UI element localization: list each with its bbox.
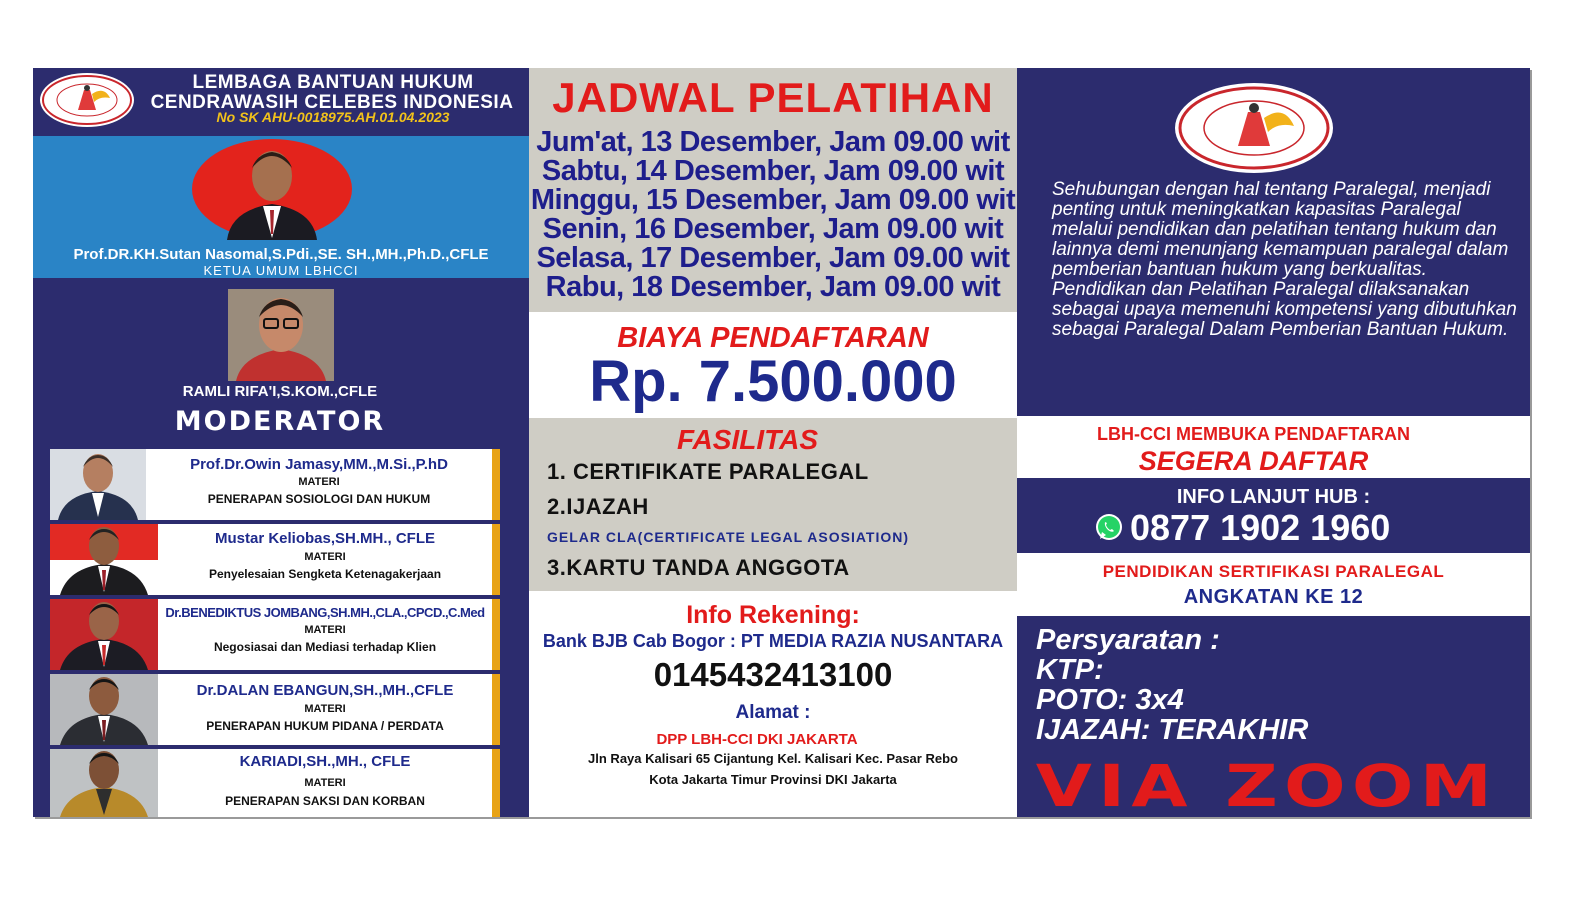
speaker-topic: Negosiasai dan Mediasi terhadap Klien — [213, 640, 437, 654]
address-title: Alamat : — [735, 702, 811, 723]
speaker-topic: PENERAPAN HUKUM PIDANA / PERDATA — [206, 719, 444, 733]
speaker-accent-bar — [492, 449, 500, 520]
facility-item: 3.KARTU TANDA ANGGOTA — [547, 555, 850, 580]
speaker-card — [50, 449, 492, 520]
schedule-item: Rabu, 18 Desember, Jam 09.00 wit — [545, 271, 1001, 303]
speaker-topic: Penyelesaian Sengketa Ketenagakerjaan — [208, 567, 442, 581]
facility-item: 1. CERTIFIKATE PARALEGAL — [547, 459, 869, 484]
whatsapp-icon[interactable] — [1095, 513, 1123, 541]
via-zoom: VIA ZOOM — [1035, 752, 1499, 820]
speaker-materi-label: MATERI — [298, 476, 340, 488]
speaker-materi-label: MATERI — [304, 703, 346, 715]
speaker-photo — [50, 599, 158, 670]
schedule-item: Senin, 16 Desember, Jam 09.00 wit — [542, 213, 1004, 245]
phone-number[interactable]: 0877 1902 1960 — [1130, 507, 1391, 548]
speaker-topic: PENERAPAN SAKSI DAN KORBAN — [225, 794, 425, 808]
speaker-accent-bar — [492, 524, 500, 595]
fee-label: BIAYA PENDAFTARAN — [617, 322, 929, 354]
facilities-title: FASILITAS — [677, 424, 819, 455]
facility-note: GELAR CLA(CERTIFICATE LEGAL ASOSIATION) — [547, 529, 910, 545]
requirements-title: Persyaratan : — [1036, 624, 1220, 656]
lbh-logo-icon — [38, 72, 136, 128]
register-now: SEGERA DAFTAR — [1138, 446, 1369, 476]
schedule-item: Selasa, 17 Desember, Jam 09.00 wit — [536, 242, 1010, 274]
info-label: INFO LANJUT HUB : — [1176, 486, 1371, 508]
schedule-item: Sabtu, 14 Desember, Jam 09.00 wit — [541, 155, 1005, 187]
header-title-line2: CENDRAWASIH CELEBES INDONESIA — [150, 92, 514, 113]
header-sk-number: No SK AHU-0018975.AH.01.04.2023 — [216, 109, 450, 125]
address-line2: Kota Jakarta Timur Provinsi DKI Jakarta — [649, 772, 897, 787]
schedule-item: Jum'at, 13 Desember, Jam 09.00 wit — [536, 126, 1010, 158]
open-registration: LBH-CCI MEMBUKA PENDAFTARAN — [1097, 424, 1410, 444]
requirement-item: IJAZAH: TERAKHIR — [1036, 714, 1309, 746]
speaker-list — [50, 449, 502, 817]
account-title: Info Rekening: — [686, 601, 860, 629]
header-logo — [38, 72, 136, 128]
speaker-materi-label: MATERI — [304, 624, 346, 636]
program-batch: ANGKATAN KE 12 — [1183, 586, 1364, 608]
chairman-name: Prof.DR.KH.Sutan Nasomal,S.Pdi.,SE. SH.,MH.,Ph.D.,CFLE — [73, 246, 489, 263]
moderator-label: MODERATOR — [174, 406, 386, 437]
schedule-title: JADWAL PELATIHAN — [552, 74, 994, 121]
speaker-accent-bar — [492, 674, 500, 745]
requirement-item: KTP: — [1036, 654, 1104, 686]
header-title-line1: LEMBAGA BANTUAN HUKUM — [192, 72, 474, 93]
schedule-list — [529, 128, 1017, 302]
moderator-photo — [228, 289, 334, 381]
speaker-materi-label: MATERI — [304, 551, 346, 563]
account-number: 0145432413100 — [653, 656, 893, 693]
fee-amount: Rp. 7.500.000 — [589, 349, 957, 414]
speaker-photo — [50, 749, 158, 817]
program-name: PENDIDIKAN SERTIFIKASI PARALEGAL — [1102, 562, 1445, 581]
requirement-item: POTO: 3x4 — [1036, 684, 1184, 716]
chairman-role: KETUA UMUM LBHCCI — [203, 263, 359, 278]
schedule-item: Minggu, 15 Desember, Jam 09.00 wit — [530, 184, 1016, 216]
speaker-photo — [50, 674, 158, 745]
address-org: DPP LBH-CCI DKI JAKARTA — [656, 731, 858, 748]
speaker-name: Dr.BENEDIKTUS JOMBANG,SH.MH.,CLA.,CPCD.,C.Med — [165, 605, 485, 620]
speaker-card — [50, 749, 492, 817]
lbh-logo-icon — [1174, 82, 1334, 174]
speaker-photo — [50, 524, 158, 595]
facility-item: 2.IJAZAH — [547, 494, 649, 519]
speaker-materi-label: MATERI — [304, 777, 346, 789]
speaker-accent-bar — [492, 599, 500, 670]
speaker-photo — [50, 449, 146, 520]
moderator-name: RAMLI RIFA'I,S.KOM.,CFLE — [182, 383, 378, 400]
speaker-topic: PENERAPAN SOSIOLOGI DAN HUKUM — [207, 492, 431, 506]
speaker-card — [50, 524, 492, 595]
account-bank: Bank BJB Cab Bogor : PT MEDIA RAZIA NUSANTARA — [542, 631, 1004, 651]
speaker-name: Dr.DALAN EBANGUN,SH.,MH.,CFLE — [196, 682, 454, 699]
speaker-name: KARIADI,SH.,MH., CFLE — [239, 753, 411, 770]
speaker-card — [50, 599, 492, 670]
speaker-name: Prof.Dr.Owin Jamasy,MM.,M.Si.,P.hD — [190, 456, 448, 473]
right-paragraph: Sehubungan dengan hal tentang Paralegal, menjadi penting untuk meningkatkan kapasitas Paralegal melalui pendidikan dan pelatihan tentang hukum dan lainnya demi menunjang kemampuan paralegal dalam pemberian bantuan hukum yang berkualitas. Pendidikan dan Pelatihan Paralegal dilaksanakan sebagai upaya memenuhi kompetensi yang dibutuhkan sebagai Paralegal Dalam Pemberian Bantuan Hukum. — [1052, 179, 1517, 340]
chairman-photo — [191, 138, 353, 240]
address-line1: Jln Raya Kalisari 65 Cijantung Kel. Kalisari Kec. Pasar Rebo — [588, 751, 958, 766]
speaker-card — [50, 674, 492, 745]
speaker-name: Mustar Keliobas,SH.MH., CFLE — [214, 530, 436, 547]
right-logo — [1174, 82, 1334, 174]
speaker-accent-bar — [492, 749, 500, 817]
